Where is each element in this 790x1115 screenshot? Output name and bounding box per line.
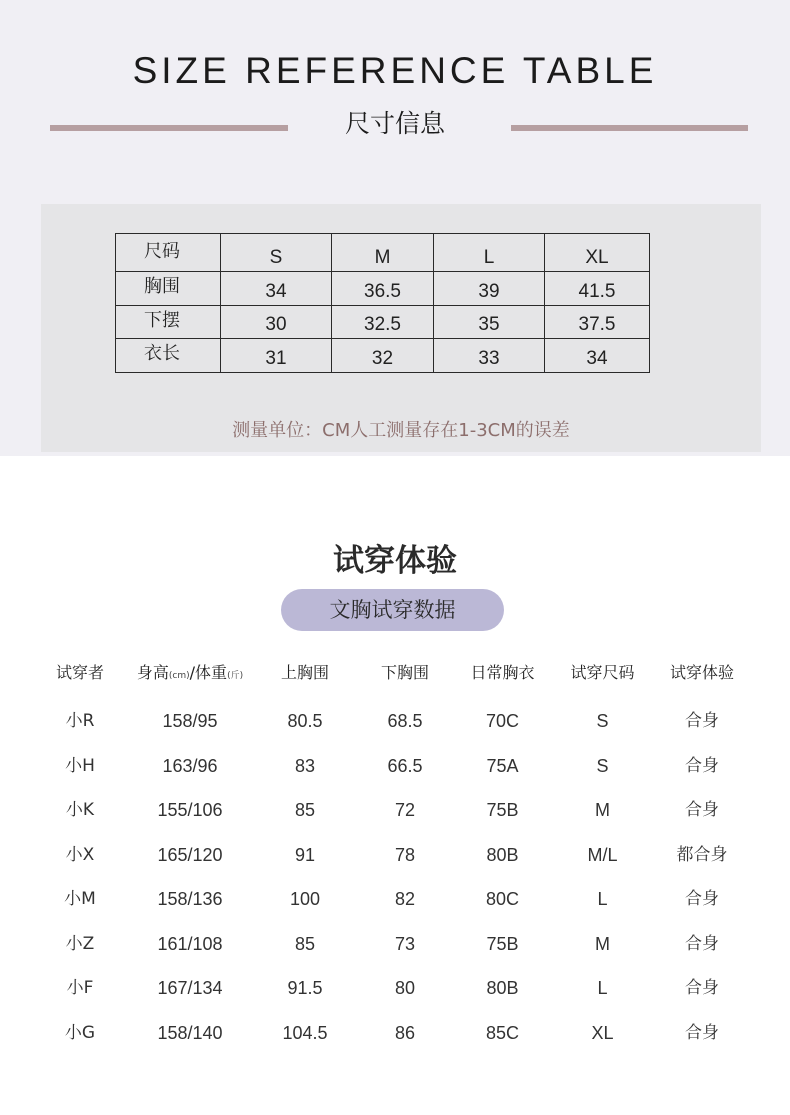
size-table-cell: 39	[434, 272, 545, 306]
header-tester: 试穿者	[55, 663, 104, 682]
try-on-cell-under-bust: 72	[394, 800, 416, 820]
size-table-panel	[41, 204, 761, 452]
try-on-cell-experience: 合身	[685, 1022, 719, 1043]
header-weight-unit: (斤)	[227, 671, 244, 681]
try-on-row	[0, 835, 790, 875]
try-on-row	[0, 746, 790, 786]
try-on-cell-try-size: M/L	[587, 844, 618, 865]
page-subtitle: 尺寸信息	[344, 109, 445, 138]
try-on-row	[0, 924, 790, 964]
try-on-cell-tester-name: 小Z	[65, 933, 95, 954]
try-on-cell-upper-bust: 100	[289, 889, 321, 909]
header-try-size: 试穿尺码	[570, 663, 635, 682]
size-table-cell: 35	[434, 305, 545, 339]
try-on-cell-try-size: XL	[591, 1022, 614, 1043]
try-on-cell-experience: 合身	[685, 755, 719, 776]
try-on-cell-daily-bra: 80C	[485, 889, 520, 909]
try-on-cell-daily-bra: 75B	[486, 933, 519, 954]
decor-line-right	[511, 125, 748, 131]
try-on-cell-experience: 合身	[685, 889, 719, 909]
try-on-cell-daily-bra: 85C	[485, 1022, 520, 1043]
size-table-cell: 41.5	[545, 272, 650, 306]
header-under-bust: 下胸围	[380, 663, 429, 682]
try-on-cell-experience: 合身	[685, 978, 719, 998]
try-on-cell-upper-bust: 91	[294, 844, 316, 865]
try-on-cell-tester-name: 小X	[65, 844, 95, 865]
try-on-cell-height-weight: 158/140	[157, 1022, 223, 1043]
try-on-cell-try-size: M	[595, 800, 610, 820]
try-on-cell-upper-bust: 85	[294, 933, 316, 954]
try-on-title: 试穿体验	[333, 543, 457, 579]
try-on-row	[0, 701, 790, 741]
try-on-cell-daily-bra: 75B	[486, 800, 519, 820]
size-table-cell: 34	[545, 339, 650, 373]
try-on-cell-try-size: M	[595, 933, 610, 954]
size-table-cell: 32.5	[332, 305, 434, 339]
header-daily-bra: 日常胸衣	[470, 663, 535, 682]
try-on-cell-experience: 合身	[685, 933, 719, 954]
size-table-row	[116, 272, 650, 306]
try-on-cell-experience: 合身	[685, 711, 719, 731]
try-on-header-row	[0, 653, 790, 693]
try-on-row	[0, 879, 790, 919]
try-on-cell-daily-bra: 80B	[486, 978, 519, 998]
header-experience: 试穿体验	[669, 663, 734, 682]
size-table-cell: 33	[434, 339, 545, 373]
try-on-cell-experience: 合身	[685, 800, 719, 820]
try-on-cell-experience: 都合身	[676, 844, 728, 865]
try-on-cell-height-weight: 158/136	[157, 889, 223, 909]
try-on-cell-height-weight: 165/120	[157, 844, 223, 865]
try-on-cell-under-bust: 66.5	[387, 755, 423, 776]
decor-line-left	[50, 125, 288, 131]
try-on-cell-height-weight: 163/96	[162, 755, 218, 776]
try-on-cell-try-size: L	[597, 978, 608, 998]
try-on-cell-tester-name: 小F	[66, 978, 94, 998]
try-on-cell-tester-name: 小M	[64, 889, 96, 909]
try-on-cell-tester-name: 小K	[65, 800, 95, 820]
try-on-cell-daily-bra: 80B	[486, 844, 519, 865]
try-on-badge: 文胸试穿数据	[281, 589, 504, 631]
try-on-cell-under-bust: 78	[394, 844, 416, 865]
header-upper-bust: 上胸围	[280, 663, 329, 682]
try-on-cell-height-weight: 167/134	[157, 978, 223, 998]
try-on-cell-under-bust: 68.5	[387, 711, 423, 731]
size-table-cell: 胸围	[116, 272, 221, 306]
size-table-row	[116, 305, 650, 339]
try-on-cell-upper-bust: 85	[294, 800, 316, 820]
size-reference-section	[0, 0, 790, 456]
try-on-cell-height-weight: 155/106	[157, 800, 223, 820]
try-on-cell-tester-name: 小R	[65, 711, 95, 731]
size-table-cell: 30	[221, 305, 332, 339]
try-on-cell-upper-bust: 80.5	[287, 711, 323, 731]
try-on-cell-upper-bust: 104.5	[282, 1022, 328, 1043]
try-on-cell-tester-name: 小H	[65, 755, 95, 776]
header-weight-label: /体重	[189, 663, 228, 682]
try-on-row	[0, 1013, 790, 1053]
size-table-cell: 36.5	[332, 272, 434, 306]
try-on-cell-under-bust: 73	[394, 933, 416, 954]
size-table-cell: 34	[221, 272, 332, 306]
size-table	[115, 233, 650, 373]
header-height-weight	[120, 653, 260, 696]
try-on-cell-height-weight: 158/95	[162, 711, 218, 731]
size-table-header-cell: M	[332, 234, 434, 272]
size-table-header-cell: L	[434, 234, 545, 272]
try-on-cell-upper-bust: 83	[294, 755, 316, 776]
size-table-cell: 下摆	[116, 305, 221, 339]
size-table-header-cell: 尺码	[116, 234, 221, 272]
size-table-row	[116, 234, 650, 272]
try-on-cell-under-bust: 80	[394, 978, 416, 998]
try-on-row	[0, 968, 790, 1008]
size-table-cell: 衣长	[116, 339, 221, 373]
try-on-cell-height-weight: 161/108	[157, 933, 223, 954]
measurement-note: 测量单位：CM人工测量存在1-3CM的误差	[232, 420, 570, 441]
header-height-unit: (cm)	[168, 671, 190, 681]
try-on-cell-try-size: L	[597, 889, 608, 909]
try-on-cell-tester-name: 小G	[64, 1022, 96, 1043]
size-table-row	[116, 339, 650, 373]
try-on-cell-daily-bra: 75A	[486, 755, 519, 776]
header-height-label: 身高	[136, 663, 169, 682]
page-title: SIZE REFERENCE TABLE	[132, 50, 658, 91]
try-on-cell-upper-bust: 91.5	[287, 978, 323, 998]
try-on-cell-under-bust: 82	[394, 889, 416, 909]
size-table-header-cell: S	[221, 234, 332, 272]
try-on-cell-try-size: S	[596, 755, 609, 776]
size-table-header-cell: XL	[545, 234, 650, 272]
size-table-cell: 32	[332, 339, 434, 373]
size-table-cell: 37.5	[545, 305, 650, 339]
try-on-cell-under-bust: 86	[394, 1022, 416, 1043]
try-on-row	[0, 790, 790, 830]
try-on-cell-daily-bra: 70C	[485, 711, 520, 731]
size-table-cell: 31	[221, 339, 332, 373]
try-on-cell-try-size: S	[596, 711, 609, 731]
